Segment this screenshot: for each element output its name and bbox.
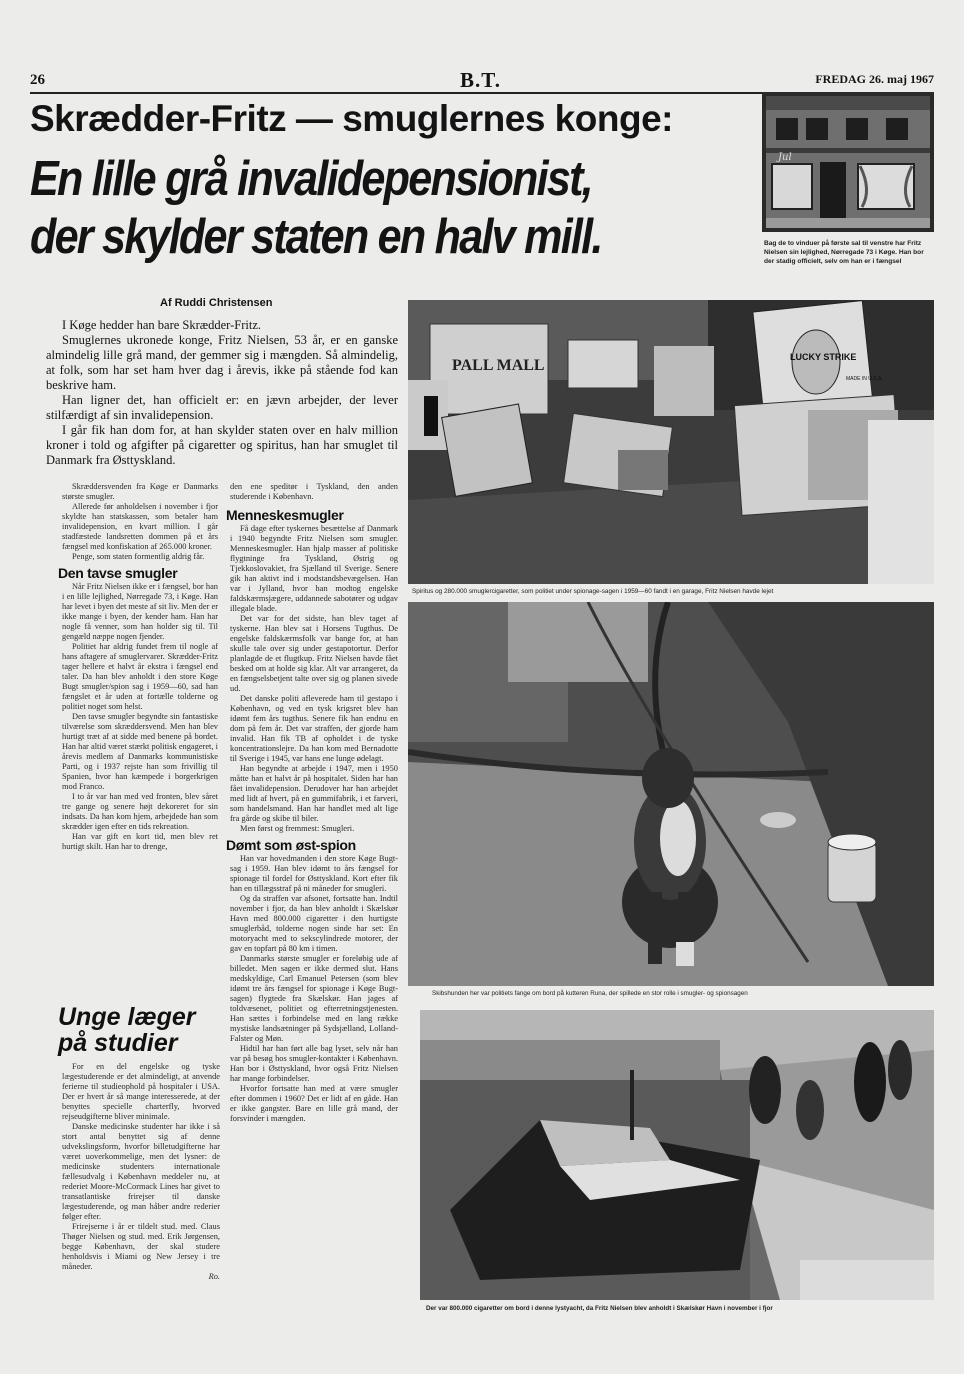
box-label-made-in-usa: MADE IN U.S.A.: [846, 376, 883, 382]
lead-text: [46, 318, 398, 468]
garage-photo: [408, 300, 934, 584]
boat-photo: [420, 1010, 934, 1300]
house-caption: Bag de to vinduer på første sal til venstre har Fritz Nielsen sin lejlighed, Nørregade 73 i Køge. Han bor der stadig officielt, selv om han er i fængsel: [764, 240, 924, 265]
body-paragraph: I to år var han med ved fronten, blev såret tre gange og senere højt dekoreret for sin indsats. Da han kom hjem, arbejdede han som skrædder igen efter en tids rekreation.: [62, 792, 218, 831]
body-paragraph: den ene speditør i Tyskland, den anden studerende i København.: [230, 482, 398, 501]
boat-image: [420, 1010, 934, 1300]
shop-sign: Jul: [778, 152, 792, 163]
lead-paragraph: I Køge hedder han bare Skrædder-Fritz.: [62, 318, 261, 332]
body-paragraph: Han var gift en kort tid, men blev ret hurtigt skilt. Han har to drenge,: [62, 832, 218, 851]
main-headline: [30, 150, 672, 266]
dog-photo: [408, 602, 934, 986]
page-number: 26: [30, 72, 45, 88]
body-paragraph: Allerede før anholdelsen i november i fjor skyldte han statskassen, som betaler ham invalidepension, en kvart million. I går stadfæstede landsretten dommen på et års fængsel med konfiskation af 265.000 kroner.: [62, 502, 218, 551]
body-paragraph: Politiet har aldrig fundet frem til nogle af hans aftagere af smuglervarer. Skrædder-Fritz tager hellere et halvt år ekstra i fængsel end taler. Da han blev anholdt i den store Køge Bugt smugler/spion sag i 1959—60, sad han fængslet et år uden at fortælle tolderne og politiet noget som helst.: [62, 642, 218, 711]
box-label-pall-mall: PALL MALL: [452, 357, 545, 374]
subhead-menneskesmugler: Menneskesmugler: [226, 507, 344, 523]
kicker-headline: Skrædder-Fritz — smuglernes konge:: [30, 98, 673, 139]
boat-caption: Der var 800.000 cigaretter om bord i denne lystyacht, da Fritz Nielsen blev anholdt i Skælskør Havn i november i fjor: [426, 1305, 773, 1312]
lead-paragraph: Smuglernes ukronede konge, Fritz Nielsen, 53 år, er en ganske almindelig lille grå mand, der gemmer sig i mængden. Så almindelig, at folk, som har set ham hver dag i årevis, ikke på stående fod kan beskrive ham.: [46, 333, 398, 392]
lead-paragraph: I går fik han dom for, at han skylder staten over en halv million kroner i told og afgifter på cigaretter og spiritus, han har smuglet til Danmark fra Østtyskland.: [46, 423, 398, 467]
body-paragraph: Det danske politi afleverede ham til gestapo i København, og ved en tysk krigsret blev han idømt fem års tugthus. Senere fik han endnu en dom på fem år. Det var straffen, der gjorde ham invalid. Han fik TB af opholdet i de tyske koncentrationslejre. Da han kom med Bernadotte til Sverige i 1945, var hans ene lunge ødelagt.: [230, 694, 398, 763]
body-paragraph: Og da straffen var afsonet, fortsatte han. Indtil november i fjor, da han blev anholdt i Skælskør Havn med 800.000 cigaretter i den hurtigste smuglerbåd, tolderne nogen sinde har set: En motoryacht med to sekscylindrede motorer, der gav en topfart på 80 km i timen.: [230, 894, 398, 953]
garage-caption: Spiritus og 280.000 smuglercigaretter, som politiet under spionage-sagen i 1959—60 fandt i en garage, Fritz Nielsen havde lejet: [412, 588, 774, 595]
headline-line-2: der skylder staten en halv mill.: [30, 210, 602, 264]
headline-line-1: En lille grå invalidepensionist,: [30, 152, 592, 206]
garage-image: [408, 300, 934, 584]
side-article-signature: Ro.: [208, 1272, 220, 1281]
byline: Af Ruddi Christensen: [160, 297, 273, 309]
issue-date: FREDAG 26. maj 1967: [815, 72, 934, 86]
dog-image: [408, 602, 934, 986]
dog-caption: Skibshunden her var politiets fange om bord på kutteren Runa, der spillede en stor rolle i smugler- og spionsagen: [432, 990, 748, 997]
body-paragraph: Skræddersvenden fra Køge er Danmarks største smugler.: [62, 482, 218, 501]
house-image: [762, 92, 934, 232]
bt-logo: B.T.: [460, 68, 501, 92]
body-paragraph: Han var hovedmanden i den store Køge Bugt-sag i 1959. Han blev idømt to års fængsel for spionage til fordel for Østtyskland. Kort efter fik han en tillægsstraf på ni måneder for smugleri.: [230, 854, 398, 893]
lead-paragraph: Han ligner det, han officielt er: en jævn arbejder, der lever stilfærdigt af sin invalidepension.: [46, 393, 398, 422]
column-2: [226, 482, 398, 1124]
body-paragraph: For en del engelske og tyske lægestuderende er det almindeligt, at anvende ferierne til studieophold på hospitaler i USA. Der er hvert år så mange interesserede, at der benyttes specielle charterfly, hvorved rejseudgifterne bliver minimale.: [62, 1062, 220, 1121]
box-label-lucky-strike: LUCKY STRIKE: [790, 352, 857, 362]
body-paragraph: Frirejserne i år er tildelt stud. med. Claus Thøger Nielsen og stud. med. Erik Jørgensen, begge København, der skal studere henholdsvis i Miami og New Jersey i tre måneder.: [62, 1222, 220, 1271]
side-article-body: [62, 1062, 220, 1282]
subhead-den-tavse-smugler: Den tavse smugler: [58, 565, 178, 581]
body-paragraph: Danmarks største smugler er foreløbig ude af billedet. Men sagen er ikke dermed slut. Hans medskyldige, Carl Emanuel Petersen (som blev idømt tre års fængsel for spionage i Køge Bugt-sagen) flygtede fra Skælskør. Han jages af toldvæsenet, politiet og efterretningstjenesten. Han sættes i forbindelse med en lang række mystiske landsætninger på Sydsjælland, Lolland-Falster og Møn.: [230, 954, 398, 1043]
body-paragraph: Få dage efter tyskernes besættelse af Danmark i 1940 begyndte Fritz Nielsen som smugler. Menneskesmugler. Han hjalp masser af politiske flygtninge fra Tyskland, Østrig og Tjekkoslovakiet, fra Sjælland til Sverige. Senere gik han aktivt ind i modstandsbevægelsen. Han var i Jylland, hvor han modtog engelske faldskærmsjægere, uddannede sabotører og udgav illegale blade.: [230, 524, 398, 613]
body-paragraph: Men først og fremmest: Smugleri.: [240, 824, 355, 833]
body-paragraph: Den tavse smugler begyndte sin fantastiske tilværelse som skræddersvend. Men han blev hurtigt træt af at sidde med benene på bordet. Han har altid været stærkt politisk engageret, i årevis medlem af Danmarks kommunistiske Parti, og i 1937 rejste han som frivillig til Spanien, hvor han kæmpede i borgerkrigen mod Franco.: [62, 712, 218, 791]
body-paragraph: Han begyndte at arbejde i 1947, men i 1950 måtte han et halvt år på hospitalet. Siden har han fået invalidepension. Derudover har han arbejdet med lidt af hvert, på en gummifabrik, i et farveri, som handelsmand. Han har handlet med alt lige fra gårde og skibe til biler.: [230, 764, 398, 823]
house-photo: [762, 92, 934, 232]
body-paragraph: Når Fritz Nielsen ikke er i fængsel, bor han i en lille lejlighed, Nørregade 73, i Køge. Han har levet i byen det meste af sit liv. Men der er ikke mange i byen, der kender ham. Han har nogle få venner, som han holder sig til. Til gengæld næppe nogen fjender.: [62, 582, 218, 641]
masthead: [30, 68, 934, 94]
subhead-doemt-som-oest-spion: Dømt som øst-spion: [226, 837, 356, 853]
body-paragraph: Danske medicinske studenter har ikke i så stort antal benyttet sig af denne udvekslingsform, hvorfor billetudgifterne har været uoverkommelige, men det lysner: de medicinske studenters internationale fællesudvalg i København meddeler nu, at rederiet Moore-McCormack Lines har givet to transatlantiske frirejser til danske lægestuderende, og man håber andre rederier følger efter.: [62, 1122, 220, 1221]
side-headline-line-1: Unge læger: [58, 1003, 196, 1031]
body-paragraph: Hvorfor fortsatte han med at være smugler efter dommen i 1960? Det er lidt af en gåde. Han er ikke gangster. Bare en lille grå mand, der forsvinder i mængden.: [230, 1084, 398, 1123]
column-1: [58, 482, 218, 852]
body-paragraph: Hidtil har han ført alle bag lyset, selv når han var på besøg hos smugler-kontakter i København. Han bor i Østtyskland, hvor også Fritz Nielsen har mange forbindelser.: [230, 1044, 398, 1083]
body-paragraph: Penge, som staten formentlig aldrig får.: [72, 552, 205, 561]
side-article-headline: [58, 1004, 228, 1056]
body-paragraph: Det var for det sidste, han blev taget af tyskerne. Han blev sat i Horsens Tugthus. De engelske faldskærmsfolk var bange for, at han skulle tale over sig under gestapotortur. Derfor planlagde de et flugtkup. Fritz Nielsen havde fået besked om at holde sig klar. Alt var arrangeret, da en fængselsbetjent talte over sig og planen sivede ud.: [230, 614, 398, 693]
side-headline-line-2: på studier: [58, 1029, 178, 1057]
